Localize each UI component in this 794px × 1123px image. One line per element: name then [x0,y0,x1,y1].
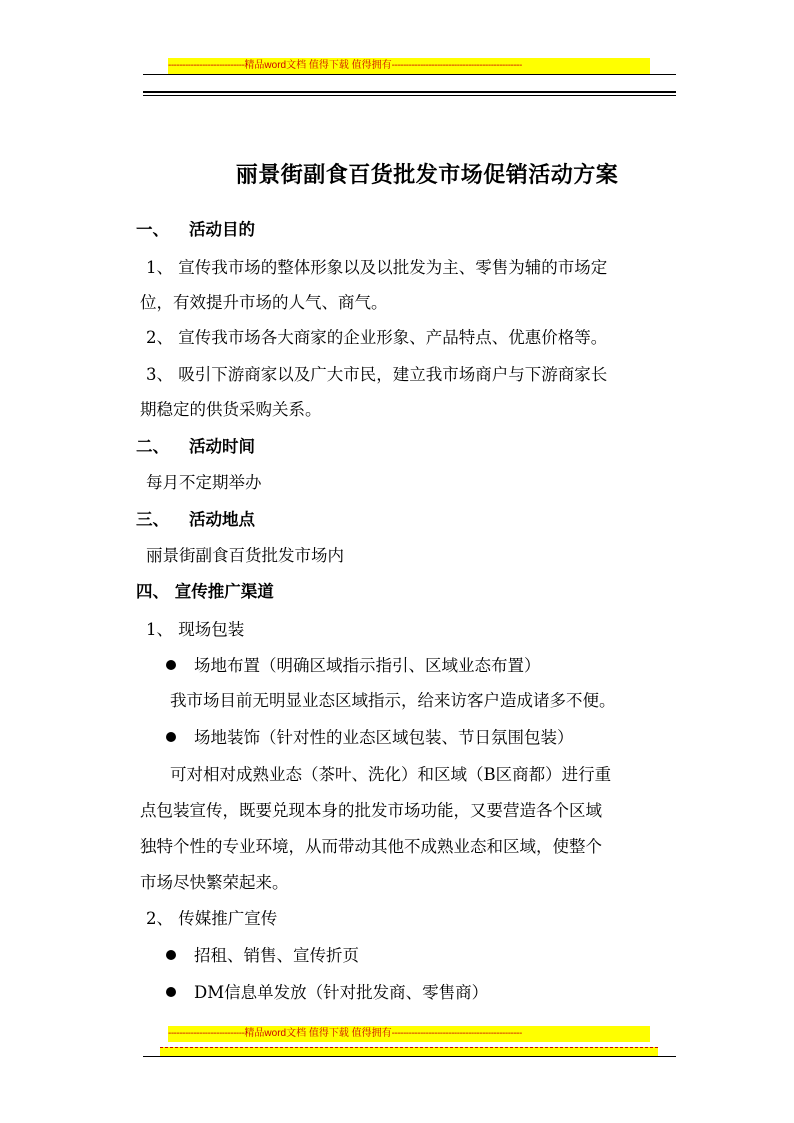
section-4-1-bullet-1-text: 场地布置（明确区域指示指引、区域业态布置） [194,656,541,675]
section-4-1-bullet-1 [166,656,541,676]
section-4-1-bullet-2-para-line-2: 点包装宣传，既要兑现本身的批发市场功能，又要营造各个区域 [140,801,602,820]
header-banner-dashes-right: ---------------------------------------------- [391,60,522,71]
section-3-body: 丽景街副食百货批发市场内 [146,546,344,565]
section-3-title: 活动地点 [189,510,255,529]
section-1-item-3-line-2: 期稳定的供货采购关系。 [140,400,322,419]
section-4-1-bullet-2-text: 场地装饰（针对性的业态区域包装、节日氛围包装） [194,728,574,747]
footer-dashed-strip [160,1047,658,1056]
section-2-body: 每月不定期举办 [146,473,262,492]
section-4-1-bullet-2-para-line-4: 市场尽快繁荣起来。 [140,873,289,892]
section-4-2-bullet-1-text: 招租、销售、宣传折页 [194,946,359,965]
document-title: 丽景街副食百货批发市场促销活动方案 [235,162,619,188]
section-1-number: 一、 [136,220,169,239]
section-4-1-bullet-2-para-line-1: 可对相对成熟业态（茶叶、洗化）和区域（B区商都）进行重 [170,765,612,784]
header-banner [168,58,650,74]
header-rule [143,74,676,75]
header-double-rule-bottom [143,95,676,96]
header-banner-dashes-left: --------------------------- [168,60,245,71]
header-double-rule-top [143,91,676,93]
section-3-heading [136,510,255,530]
section-3-number: 三、 [136,510,169,529]
footer-banner-dashes-right: ---------------------------------------------- [391,1028,522,1039]
section-4-heading: 四、 宣传推广渠道 [136,582,274,601]
footer-banner-dashes-left: --------------------------- [168,1028,245,1039]
section-4-2-bullet-2-text: DM信息单发放（针对批发商、零售商） [194,983,489,1002]
section-4-subheading-1: 1、 现场包装 [146,620,245,639]
section-1-title: 活动目的 [189,220,255,239]
section-1-heading [136,220,255,240]
section-1-item-1-line-2: 位，有效提升市场的人气、商气。 [140,293,388,312]
header-banner-text: 精品word文档 值得下载 值得拥有 [244,60,392,71]
bullet-icon [166,987,176,997]
footer-rule [143,1056,676,1057]
section-2-heading [136,437,255,457]
footer-banner-text: 精品word文档 值得下载 值得拥有 [244,1028,392,1039]
bullet-icon [166,660,176,670]
section-2-number: 二、 [136,437,169,456]
section-1-item-3-line-1: 3、 吸引下游商家以及广大市民，建立我市场商户与下游商家长 [146,365,608,384]
section-4-1-bullet-2-para-line-3: 独特个性的专业环境，从而带动其他不成熟业态和区域，使整个 [140,837,602,856]
section-1-item-1-line-1: 1、 宣传我市场的整体形象以及以批发为主、零售为辅的市场定 [146,258,608,277]
section-4-2-bullet-2 [166,983,488,1003]
footer-banner [168,1026,650,1042]
bullet-icon [166,732,176,742]
bullet-icon [166,950,176,960]
section-4-2-bullet-1 [166,946,359,966]
section-4-1-bullet-2 [166,728,574,748]
section-4-1-bullet-1-body: 我市场目前无明显业态区域指示，给来访客户造成诸多不便。 [170,691,616,710]
section-4-subheading-2: 2、 传媒推广宣传 [146,909,278,928]
section-2-title: 活动时间 [189,437,255,456]
section-1-item-2: 2、 宣传我市场各大商家的企业形象、产品特点、优惠价格等。 [146,328,608,347]
